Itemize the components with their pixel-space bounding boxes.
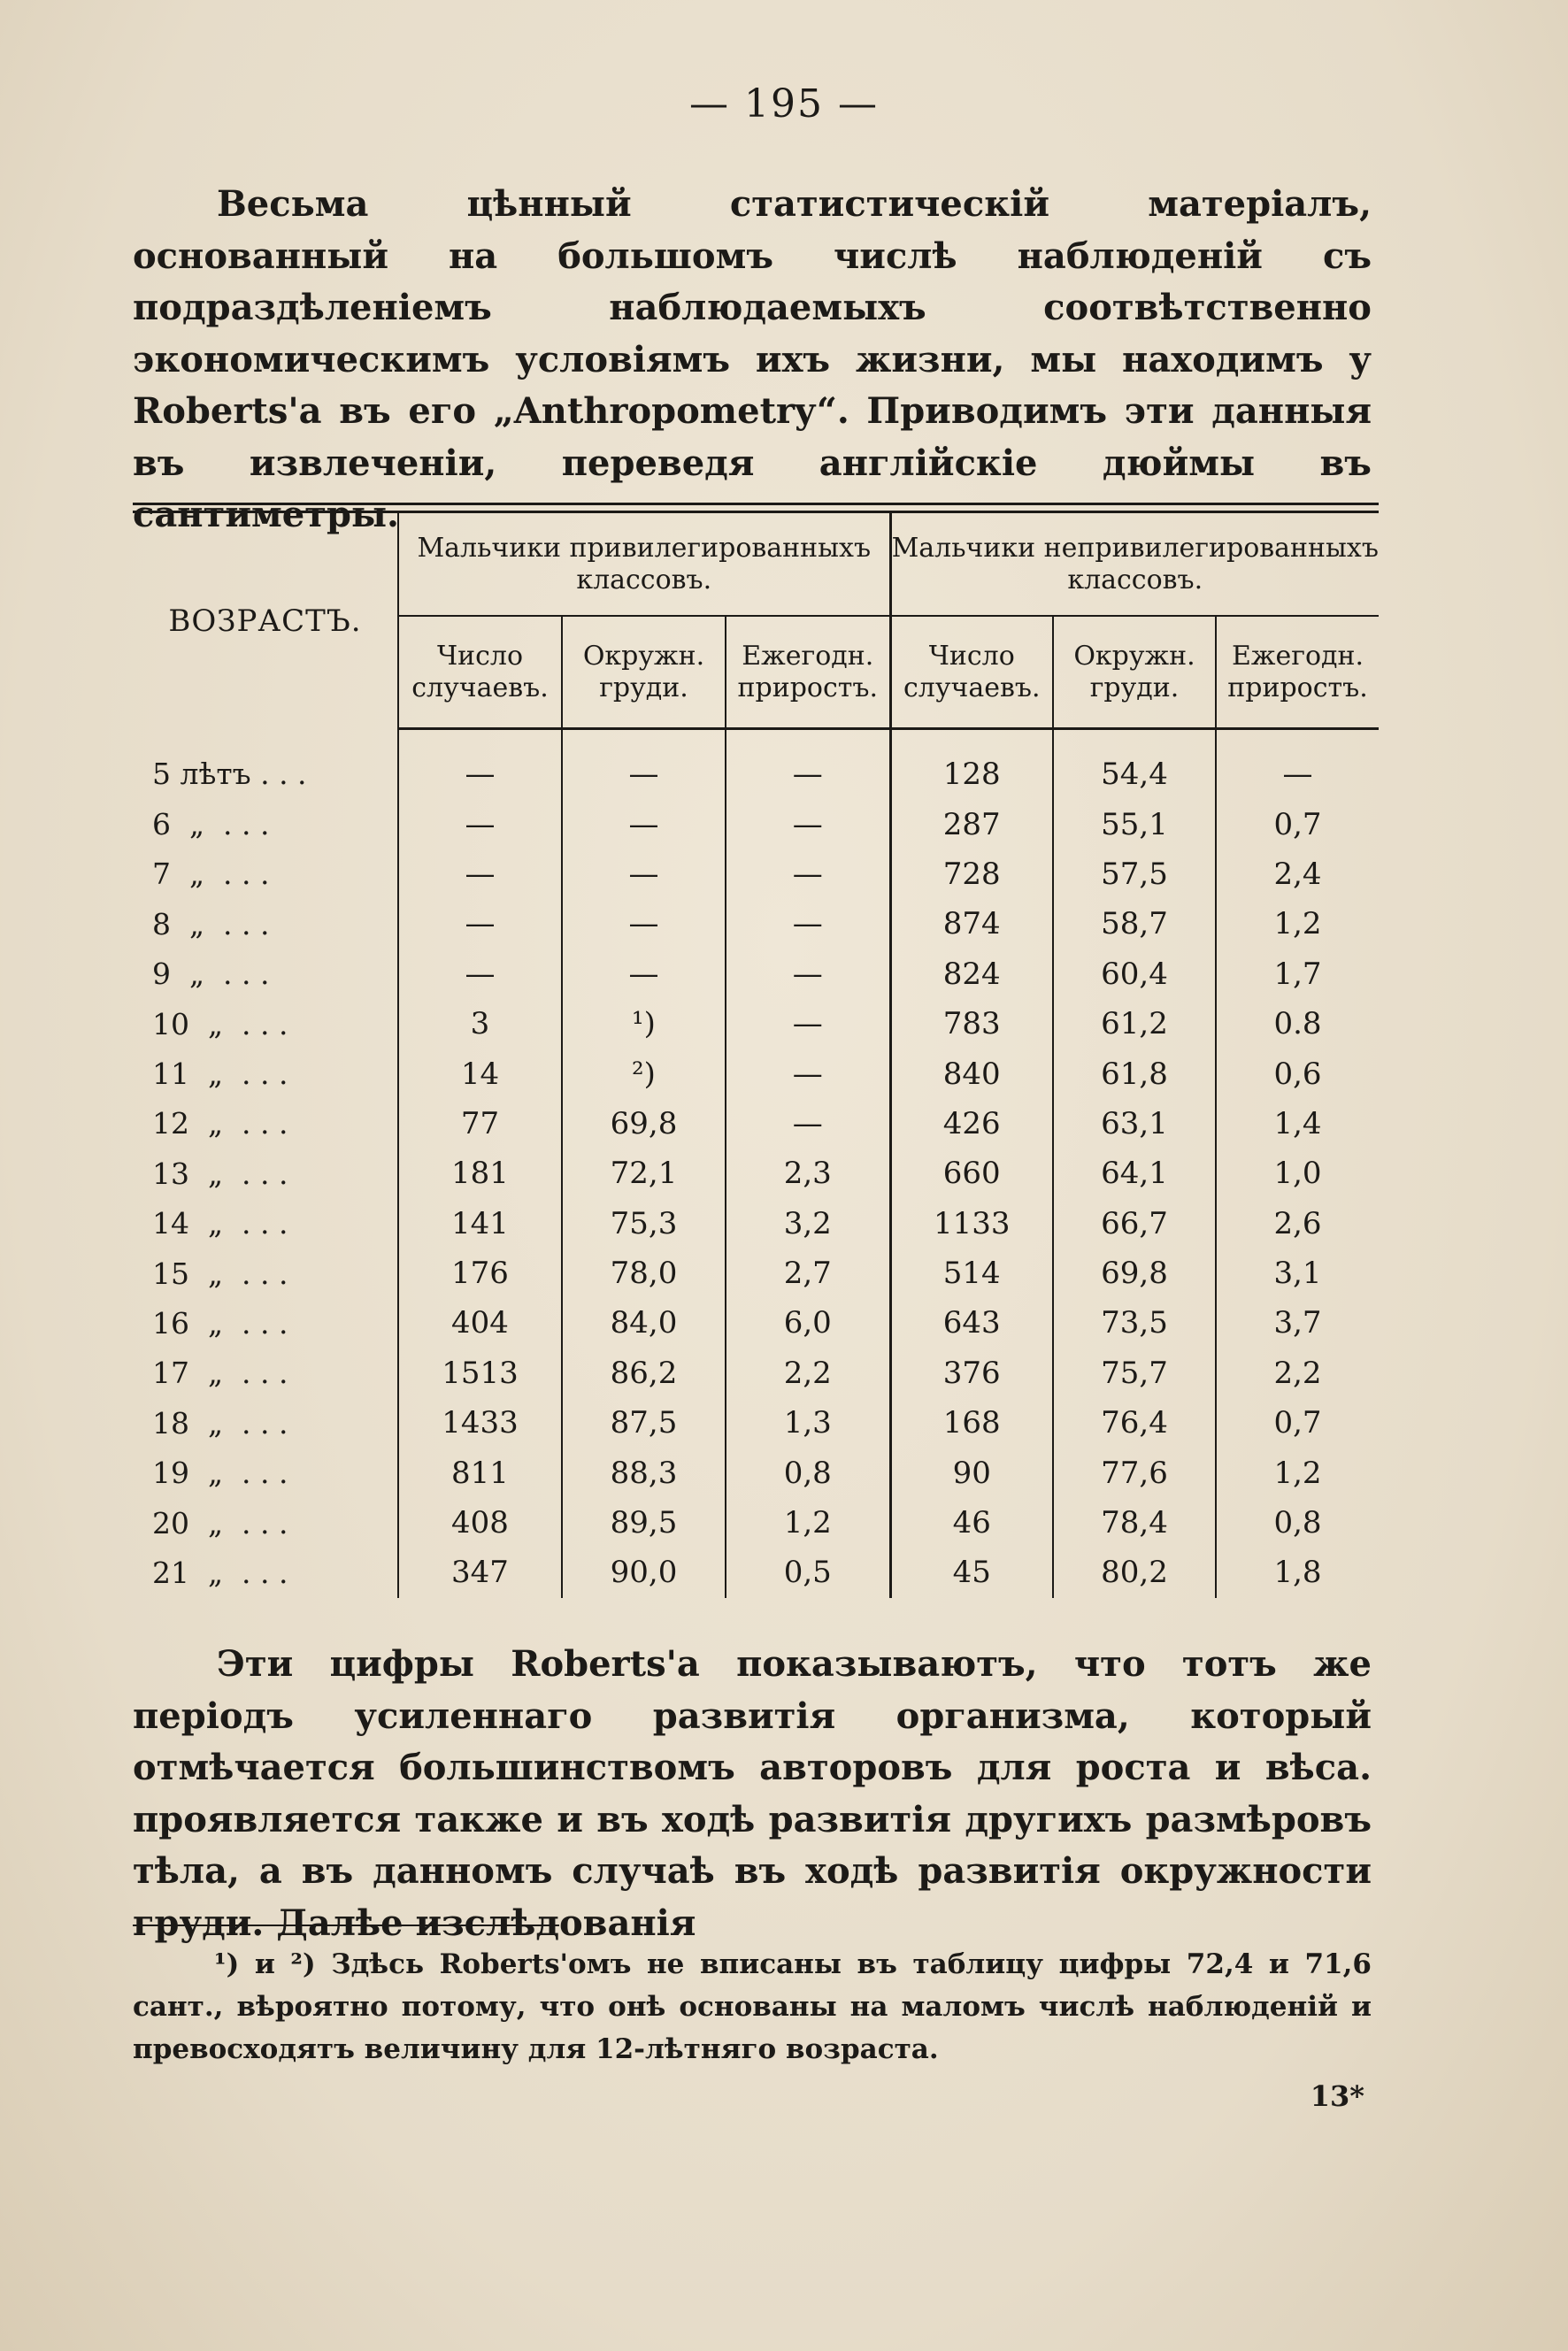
unprivileged-cases-cell: 376 <box>890 1348 1053 1398</box>
unprivileged-chest-cell: 66,7 <box>1053 1199 1216 1248</box>
privileged-chest-cell: — <box>562 729 726 800</box>
privileged-growth-cell: — <box>726 1049 890 1098</box>
privileged-chest-header: Окружн. груди. <box>562 616 726 729</box>
privileged-growth-cell: — <box>726 899 890 949</box>
privileged-chest-cell: 69,8 <box>562 1099 726 1149</box>
privileged-cases-cell: — <box>398 949 562 999</box>
conclusion-paragraph: Эти цифры Roberts'а показываютъ, что тотъ же періодъ усиленнаго развитія организма, который отмѣчается большинствомъ авторовъ для роста и вѣса. проявляется также и въ ходѣ развитія другихъ размѣровъ тѣла, а въ данномъ случаѣ въ ходѣ развитія окружности груди. Далѣе изслѣдованія <box>133 1643 1372 1944</box>
unprivileged-cases-cell: 90 <box>890 1448 1053 1497</box>
table-top-rule <box>133 503 1379 513</box>
unprivileged-chest-cell: 55,1 <box>1053 799 1216 849</box>
age-column-header: ВОЗРАСТЪ. <box>133 513 398 729</box>
age-cell: 12 „ . . . <box>133 1099 398 1149</box>
privileged-cases-header: Число случаевъ. <box>398 616 562 729</box>
table-row <box>133 1298 1379 1348</box>
privileged-growth-cell: — <box>726 849 890 899</box>
unprivileged-cases-cell: 168 <box>890 1398 1053 1448</box>
age-cell: 18 „ . . . <box>133 1398 398 1448</box>
unprivileged-growth-cell: — <box>1282 757 1313 793</box>
unprivileged-chest-cell: 57,5 <box>1053 849 1216 899</box>
age-cell: 8 „ . . . <box>133 899 398 949</box>
table-row <box>133 1398 1379 1448</box>
privileged-growth-cell: 2,3 <box>726 1149 890 1198</box>
unprivileged-cases-cell: 643 <box>890 1298 1053 1348</box>
unprivileged-cases-cell: 128 <box>890 729 1053 800</box>
unprivileged-cases-cell: 45 <box>890 1548 1053 1597</box>
table-row <box>133 949 1379 999</box>
intro-paragraph: Весьма цѣнный статистическій матеріалъ, основанный на большомъ числѣ наблюденій съ подраздѣленіемъ наблюдаемыхъ соотвѣтственно экономическимъ условіямъ ихъ жизни, мы находимъ у Roberts'а въ его „Anthropometry“. Приводимъ эти данныя въ извлеченіи, переведя англійскіе дюймы въ сантиметры. <box>133 183 1372 535</box>
privileged-chest-cell: — <box>562 899 726 949</box>
unprivileged-cases-cell: 46 <box>890 1498 1053 1548</box>
footnote: ¹) и ²) Здѣсь Roberts'омъ не вписаны въ таблицу цифры 72,4 и 71,6 сант., вѣроятно потому, что онѣ основаны на маломъ числѣ наблюденій и превосходятъ величину для 12-лѣтняго возраста. <box>133 1948 1372 2065</box>
age-cell: 20 „ . . . <box>133 1498 398 1548</box>
age-cell: 17 „ . . . <box>133 1348 398 1398</box>
unprivileged-cases-cell: 660 <box>890 1149 1053 1198</box>
privileged-growth-cell: — <box>726 949 890 999</box>
privileged-growth-cell: 1,3 <box>726 1398 890 1448</box>
privileged-growth-cell: 6,0 <box>726 1298 890 1348</box>
privileged-chest-cell: — <box>562 799 726 849</box>
chest-circumference-table <box>133 503 1379 1598</box>
privileged-cases-cell: 181 <box>398 1149 562 1198</box>
table-row <box>133 1049 1379 1098</box>
table-row <box>133 1199 1379 1248</box>
data-table <box>133 513 1379 1598</box>
unprivileged-chest-cell: 78,4 <box>1053 1498 1216 1548</box>
privileged-growth-cell: 2,7 <box>726 1248 890 1298</box>
table-row <box>133 899 1379 949</box>
unprivileged-growth-cell: 3,1 <box>1273 1256 1322 1292</box>
privileged-group-header: Мальчики привилегированныхъ классовъ. <box>398 513 890 616</box>
privileged-chest-cell: 86,2 <box>562 1348 726 1398</box>
unprivileged-growth-cell: 3,7 <box>1273 1305 1322 1341</box>
unprivileged-growth-cell: 2,4 <box>1273 856 1322 892</box>
privileged-chest-cell: 90,0 <box>562 1548 726 1597</box>
privileged-cases-cell: 176 <box>398 1248 562 1298</box>
unprivileged-growth-cell: 1,0 <box>1273 1156 1322 1192</box>
privileged-growth-cell: 2,2 <box>726 1348 890 1398</box>
unprivileged-chest-cell: 77,6 <box>1053 1448 1216 1497</box>
table-row <box>133 999 1379 1049</box>
age-cell: 15 „ . . . <box>133 1248 398 1298</box>
age-cell: 7 „ . . . <box>133 849 398 899</box>
table-row <box>133 799 1379 849</box>
unprivileged-cases-header: Число случаевъ. <box>890 616 1053 729</box>
unprivileged-chest-header: Окружн. груди. <box>1053 616 1216 729</box>
unprivileged-growth-cell: 1,8 <box>1273 1555 1322 1591</box>
unprivileged-growth-cell: 2,2 <box>1273 1355 1322 1391</box>
privileged-cases-cell: 811 <box>398 1448 562 1497</box>
unprivileged-growth-cell: 1,2 <box>1273 1455 1322 1491</box>
privileged-cases-cell: 347 <box>398 1548 562 1597</box>
unprivileged-cases-cell: 426 <box>890 1099 1053 1149</box>
unprivileged-chest-cell: 61,8 <box>1053 1049 1216 1098</box>
privileged-growth-cell: — <box>726 729 890 800</box>
privileged-cases-cell: 77 <box>398 1099 562 1149</box>
table-row <box>133 1548 1379 1597</box>
unprivileged-chest-cell: 58,7 <box>1053 899 1216 949</box>
privileged-growth-cell: — <box>726 1099 890 1149</box>
page-number: — 195 — <box>689 81 879 127</box>
age-cell: 16 „ . . . <box>133 1298 398 1348</box>
privileged-cases-cell: 141 <box>398 1199 562 1248</box>
privileged-chest-cell: 72,1 <box>562 1149 726 1198</box>
unprivileged-growth-cell: 0,7 <box>1273 806 1322 842</box>
unprivileged-chest-cell: 64,1 <box>1053 1149 1216 1198</box>
age-cell: 14 „ . . . <box>133 1199 398 1248</box>
unprivileged-cases-cell: 728 <box>890 849 1053 899</box>
privileged-cases-cell: 14 <box>398 1049 562 1098</box>
privileged-chest-cell: 75,3 <box>562 1199 726 1248</box>
unprivileged-growth-cell: 0,8 <box>1273 1505 1322 1541</box>
privileged-growth-cell: — <box>726 799 890 849</box>
table-row <box>133 849 1379 899</box>
privileged-cases-cell: — <box>398 729 562 800</box>
privileged-chest-cell: 88,3 <box>562 1448 726 1497</box>
signature-mark: 13* <box>1310 2079 1364 2113</box>
table-row <box>133 1448 1379 1497</box>
unprivileged-growth-cell: 1,4 <box>1273 1105 1322 1141</box>
unprivileged-chest-cell: 76,4 <box>1053 1398 1216 1448</box>
unprivileged-cases-cell: 1133 <box>890 1199 1053 1248</box>
privileged-cases-cell: 1433 <box>398 1398 562 1448</box>
unprivileged-growth-cell: 2,6 <box>1273 1205 1322 1241</box>
privileged-growth-cell: — <box>726 999 890 1049</box>
unprivileged-chest-cell: 63,1 <box>1053 1099 1216 1149</box>
unprivileged-cases-cell: 287 <box>890 799 1053 849</box>
age-cell: 11 „ . . . <box>133 1049 398 1098</box>
age-cell: 21 „ . . . <box>133 1548 398 1597</box>
age-cell: 9 „ . . . <box>133 949 398 999</box>
privileged-growth-cell: 3,2 <box>726 1199 890 1248</box>
age-cell: 6 „ . . . <box>133 799 398 849</box>
table-row <box>133 1348 1379 1398</box>
privileged-cases-cell: — <box>398 899 562 949</box>
unprivileged-chest-cell: 54,4 <box>1053 729 1216 800</box>
table-row <box>133 1248 1379 1298</box>
unprivileged-cases-cell: 514 <box>890 1248 1053 1298</box>
privileged-chest-cell: ²) <box>562 1049 726 1098</box>
unprivileged-growth-cell: 0.8 <box>1273 1006 1322 1042</box>
unprivileged-chest-cell: 61,2 <box>1053 999 1216 1049</box>
unprivileged-chest-cell: 73,5 <box>1053 1298 1216 1348</box>
privileged-growth-cell: 1,2 <box>726 1498 890 1548</box>
privileged-chest-cell: — <box>562 949 726 999</box>
age-cell: 5 лѣтъ . . . <box>133 729 398 800</box>
privileged-chest-cell: 84,0 <box>562 1298 726 1348</box>
unprivileged-growth-cell: 1,2 <box>1273 906 1322 942</box>
unprivileged-chest-cell: 60,4 <box>1053 949 1216 999</box>
table-body <box>133 729 1379 1598</box>
table-row <box>133 1149 1379 1198</box>
unprivileged-cases-cell: 840 <box>890 1049 1053 1098</box>
unprivileged-cases-cell: 783 <box>890 999 1053 1049</box>
privileged-chest-cell: — <box>562 849 726 899</box>
age-cell: 19 „ . . . <box>133 1448 398 1497</box>
privileged-chest-cell: ¹) <box>562 999 726 1049</box>
unprivileged-chest-cell: 75,7 <box>1053 1348 1216 1398</box>
age-cell: 10 „ . . . <box>133 999 398 1049</box>
privileged-chest-cell: 89,5 <box>562 1498 726 1548</box>
privileged-cases-cell: — <box>398 849 562 899</box>
privileged-cases-cell: — <box>398 799 562 849</box>
footnote-divider <box>133 1925 559 1926</box>
privileged-cases-cell: 408 <box>398 1498 562 1548</box>
table-row <box>133 1498 1379 1548</box>
privileged-cases-cell: 404 <box>398 1298 562 1348</box>
unprivileged-growth-header: Ежегодн. приростъ. <box>1216 616 1379 729</box>
unprivileged-group-header: Мальчики непривилегированныхъ классовъ. <box>890 513 1379 616</box>
unprivileged-chest-cell: 69,8 <box>1053 1248 1216 1298</box>
unprivileged-growth-cell: 0,7 <box>1273 1405 1322 1441</box>
unprivileged-cases-cell: 824 <box>890 949 1053 999</box>
table-row <box>133 1099 1379 1149</box>
privileged-chest-cell: 87,5 <box>562 1398 726 1448</box>
privileged-growth-cell: 0,5 <box>726 1548 890 1597</box>
table-row <box>133 729 1379 800</box>
privileged-growth-cell: 0,8 <box>726 1448 890 1497</box>
privileged-cases-cell: 1513 <box>398 1348 562 1398</box>
unprivileged-chest-cell: 80,2 <box>1053 1548 1216 1597</box>
age-cell: 13 „ . . . <box>133 1149 398 1198</box>
privileged-growth-header: Ежегодн. приростъ. <box>726 616 890 729</box>
privileged-cases-cell: 3 <box>398 999 562 1049</box>
unprivileged-growth-cell: 1,7 <box>1273 956 1322 992</box>
privileged-chest-cell: 78,0 <box>562 1248 726 1298</box>
unprivileged-cases-cell: 874 <box>890 899 1053 949</box>
unprivileged-growth-cell: 0,6 <box>1273 1056 1322 1092</box>
